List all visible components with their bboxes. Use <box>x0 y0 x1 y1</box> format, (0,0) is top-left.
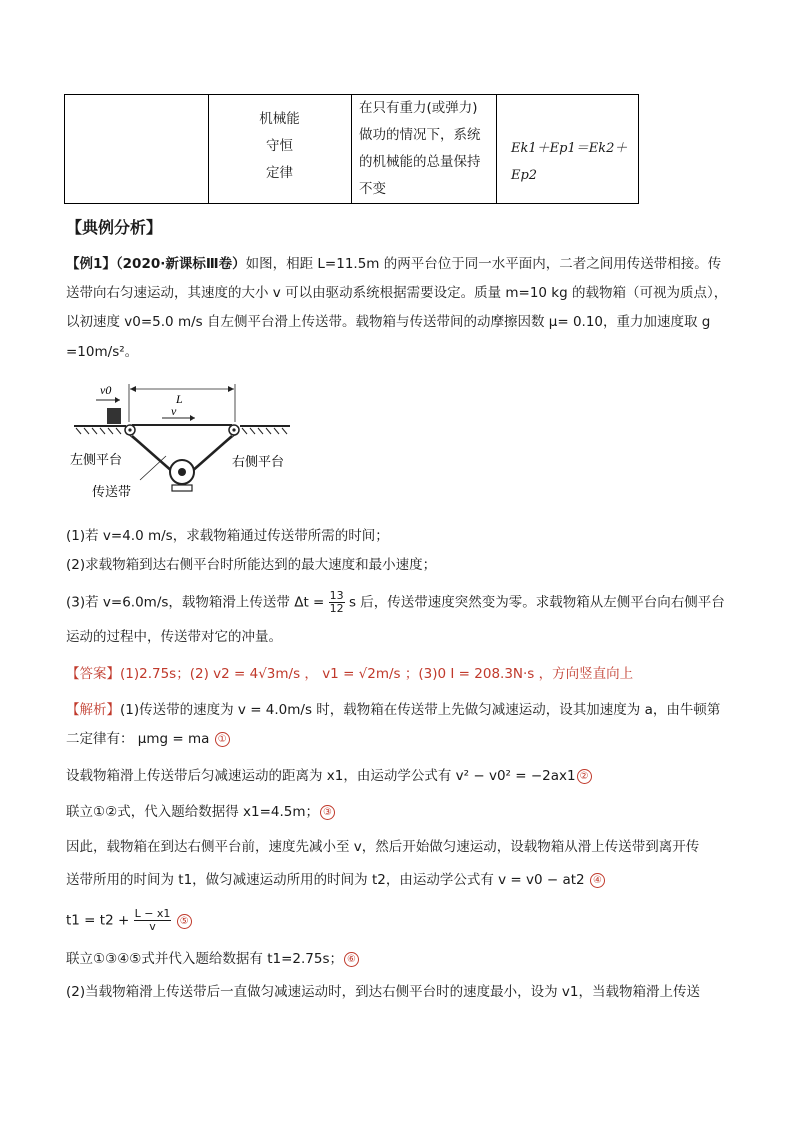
equation-marker: ④ <box>590 873 605 888</box>
delta-t-fraction <box>329 590 345 615</box>
analysis-line-8 <box>66 950 360 968</box>
analysis-text: 联立①②式，代入题给数据得 x1=4.5m； <box>66 804 320 820</box>
analysis-text: 二定律有： μmg = ma <box>66 731 210 747</box>
analysis-text: 设载物箱滑上传送带后匀减速运动的距离为 x1，由运动学公式有 v² − v0² = −2ax1 <box>66 768 576 784</box>
cargo-box <box>107 408 121 424</box>
example-line-3: 以初速度 v0=5.0 m/s 自左侧平台滑上传送带。载物箱与传送带间的动摩擦因数 μ= 0.10，重力加速度取 g <box>66 314 711 330</box>
fraction-denominator: v <box>149 920 156 933</box>
analysis-tag: 【解析】 <box>66 702 120 718</box>
conveyor-figure <box>70 378 300 500</box>
law-content-line: 的机械能的总量保持 <box>359 154 481 170</box>
analysis-line-5: 因此，载物箱在到达右侧平台前，速度先减小至 v，然后开始做匀速运动，设载物箱从滑上传送带到离开传 <box>66 839 700 855</box>
law-formula: Ek1＋Ep1＝Ek2＋Ep2 <box>511 141 628 183</box>
analysis-text: t1 = t2 + <box>66 912 130 929</box>
equation-marker: ② <box>577 769 592 784</box>
right-platform-label: 右侧平台 <box>232 455 285 470</box>
analysis-text: 送带所用的时间为 t1，做匀减速运动所用的时间为 t2，由运动学公式有 v = v0 − at2 <box>66 872 585 888</box>
section-title: 【典例分析】 <box>66 218 163 237</box>
motor-base <box>172 485 192 491</box>
equation-marker: ① <box>215 732 230 747</box>
left-platform-hatch <box>76 428 121 434</box>
law-name-line: 定律 <box>266 165 293 181</box>
belt-velocity-label: v <box>171 404 177 418</box>
law-name-cell <box>208 106 351 187</box>
table-divider <box>496 95 497 203</box>
question-3-part-a: (3)若 v=6.0m/s，载物箱滑上传送带 Δt = <box>66 594 325 611</box>
fraction-denominator: 12 <box>329 602 344 615</box>
equation-marker: ③ <box>320 805 335 820</box>
question-2: (2)求载物箱到达右侧平台时所能达到的最大速度和最小速度； <box>66 557 437 573</box>
analysis-line-3 <box>66 767 593 785</box>
answer-tag: 【答案】 <box>66 666 120 682</box>
law-content-line: 做功的情况下，系统 <box>359 127 481 143</box>
answer-line <box>66 665 633 683</box>
analysis-line-9: (2)当载物箱滑上传送带后一直做匀减速运动时，到达右侧平台时的速度最小，设为 v1，当载物箱滑上传送 <box>66 984 700 1000</box>
law-content-line: 在只有重力(或弹力) <box>359 100 478 116</box>
right-platform-hatch <box>242 428 287 434</box>
fraction-numerator: L − x1 <box>134 907 171 920</box>
equation-marker: ⑥ <box>344 952 359 967</box>
question-3-cont: 运动的过程中，传送带对它的冲量。 <box>66 629 282 645</box>
analysis-text: 联立①③④⑤式并代入题给数据有 t1=2.75s； <box>66 951 343 967</box>
example-line-1 <box>66 255 721 273</box>
equation-marker: ⑤ <box>177 914 192 929</box>
example-text: 如图，相距 L=11.5m 的两平台位于同一水平面内，二者之间用传送带相接。传 <box>245 256 722 272</box>
analysis-line-1 <box>66 701 720 719</box>
question-3 <box>66 590 725 615</box>
fraction-numerator: 13 <box>329 589 344 602</box>
analysis-text: (1)传送带的速度为 v = 4.0m/s 时，载物箱在传送带上先做匀减速运动，设其加速度为 a，由牛顿第 <box>120 702 721 718</box>
table-divider <box>351 95 352 203</box>
left-platform-label: 左侧平台 <box>70 453 123 468</box>
length-label: L <box>176 392 183 406</box>
question-3-part-b: s 后，传送带速度突然变为零。求载物箱从左侧平台向右侧平台 <box>348 594 725 611</box>
example-line-2: 送带向右匀速运动，其速度的大小 v 可以由驱动系统根据需要设定。质量 m=10 kg 的载物箱（可视为质点）， <box>66 285 728 301</box>
analysis-line-2 <box>66 730 231 748</box>
analysis-line-6 <box>66 871 606 889</box>
time-fraction <box>134 908 172 933</box>
law-name-line: 守恒 <box>266 138 293 154</box>
v0-label: v0 <box>100 383 112 397</box>
analysis-line-7 <box>66 908 193 933</box>
question-1: (1)若 v=4.0 m/s，求载物箱通过传送带所需的时间； <box>66 528 389 544</box>
example-line-4: =10m/s²。 <box>66 344 139 360</box>
formula-table <box>64 94 639 204</box>
belt-label: 传送带 <box>92 485 132 500</box>
answer-text: (1)2.75s；(2) v2 = 4√3m/s ， v1 = √2m/s ；(3)0 I = 208.3N·s ，方向竖直向上 <box>120 666 634 682</box>
law-content-cell <box>359 95 481 203</box>
law-content-line: 不变 <box>359 181 386 197</box>
law-name-line: 机械能 <box>259 111 300 127</box>
example-source: （2020·新课标Ⅲ卷） <box>115 256 246 272</box>
example-tag: 【例1】 <box>66 256 116 272</box>
analysis-line-4 <box>66 803 336 821</box>
